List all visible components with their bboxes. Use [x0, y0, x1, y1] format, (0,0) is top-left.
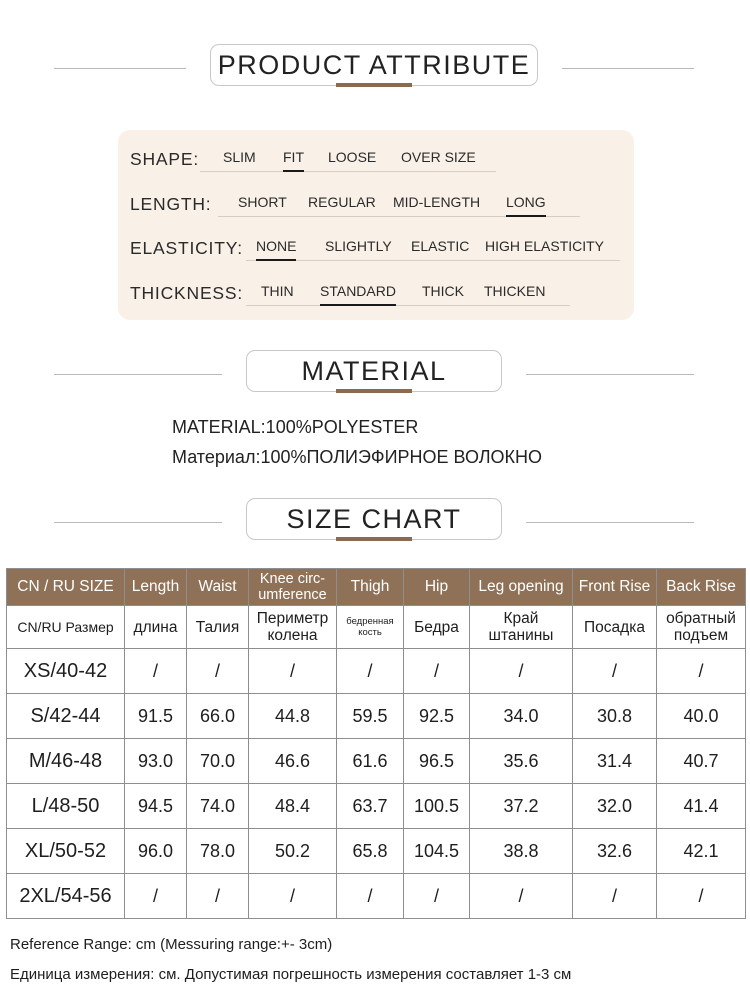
attribute-option: THICKEN — [484, 283, 546, 299]
table-row — [7, 829, 746, 874]
table-cell: 93.0 — [125, 739, 187, 784]
table-cell: 32.0 — [573, 784, 657, 829]
divider-line-right — [526, 522, 694, 523]
table-cell: / — [337, 649, 404, 694]
attribute-option-selected: NONE — [256, 238, 297, 254]
column-header-ru: Талия — [187, 606, 249, 649]
table-header-row-ru — [7, 606, 746, 649]
accent-bar — [336, 537, 412, 541]
table-cell: 34.0 — [470, 694, 573, 739]
table-cell: 41.4 — [657, 784, 746, 829]
divider-line-left — [54, 522, 222, 523]
attribute-option: SLIGHTLY — [325, 238, 392, 254]
material-text-en: MATERIAL:100%POLYESTER — [172, 417, 419, 437]
attribute-underline — [200, 171, 496, 172]
table-cell: 37.2 — [470, 784, 573, 829]
header-text: бедренная кость — [346, 616, 394, 638]
table-row — [7, 694, 746, 739]
attribute-option: MID-LENGTH — [393, 194, 481, 210]
table-cell: / — [249, 649, 337, 694]
table-cell: / — [337, 874, 404, 919]
size-cell: 2XL/54-56 — [7, 874, 125, 919]
table-cell: 40.7 — [657, 739, 746, 784]
table-cell: 65.8 — [337, 829, 404, 874]
table-cell: 32.6 — [573, 829, 657, 874]
table-cell: 74.0 — [187, 784, 249, 829]
attribute-option: REGULAR — [308, 194, 376, 210]
column-header-ru: Бедра — [404, 606, 470, 649]
table-cell: 66.0 — [187, 694, 249, 739]
table-cell: 35.6 — [470, 739, 573, 784]
size-chart-header — [0, 498, 750, 548]
header-text: Периметр колена — [256, 610, 329, 644]
table-cell: 48.4 — [249, 784, 337, 829]
header-text: Knee circ- umference — [258, 571, 327, 603]
table-cell: 91.5 — [125, 694, 187, 739]
table-cell: / — [125, 649, 187, 694]
column-header-ru: CN/RU Размер — [7, 606, 125, 649]
table-cell: 46.6 — [249, 739, 337, 784]
attribute-option-selected: LONG — [506, 194, 546, 210]
attribute-label: THICKNESS: — [130, 283, 244, 303]
divider-line-left — [54, 374, 222, 375]
table-cell: / — [249, 874, 337, 919]
size-cell: L/48-50 — [7, 784, 125, 829]
attribute-label: SHAPE: — [130, 149, 199, 169]
attribute-option: HIGH ELASTICITY — [485, 238, 605, 254]
reference-note-ru: Единица измерения: см. Допустимая погрешность измерения составляет 1-3 см — [10, 966, 572, 983]
table-cell: 78.0 — [187, 829, 249, 874]
table-cell: 92.5 — [404, 694, 470, 739]
table-cell: / — [404, 649, 470, 694]
table-row — [7, 649, 746, 694]
table-cell: 38.8 — [470, 829, 573, 874]
table-cell: / — [404, 874, 470, 919]
material-text-ru: Материал:100%ПОЛИЭФИРНОЕ ВОЛОКНО — [172, 447, 543, 467]
attribute-panel — [118, 130, 634, 320]
size-cell: XL/50-52 — [7, 829, 125, 874]
table-cell: 40.0 — [657, 694, 746, 739]
divider-line-left — [54, 68, 186, 69]
attribute-option: THIN — [261, 283, 294, 299]
table-cell: 31.4 — [573, 739, 657, 784]
attribute-label: ELASTICITY: — [130, 238, 243, 258]
table-header-row — [7, 569, 746, 606]
section-title-pill — [210, 44, 538, 86]
table-cell: 104.5 — [404, 829, 470, 874]
table-cell: / — [470, 874, 573, 919]
column-header: Front Rise — [573, 569, 657, 606]
column-header-ru — [657, 606, 746, 649]
column-header: Length — [125, 569, 187, 606]
accent-bar — [336, 83, 412, 87]
table-row — [7, 739, 746, 784]
attribute-underline — [246, 260, 620, 261]
table-cell: 50.2 — [249, 829, 337, 874]
section-title: SIZE CHART — [286, 503, 462, 534]
divider-line-right — [562, 68, 694, 69]
attribute-underline — [246, 305, 570, 306]
attribute-option: OVER SIZE — [401, 149, 476, 165]
attribute-row-shape — [130, 142, 500, 172]
column-header: Back Rise — [657, 569, 746, 606]
table-cell: / — [187, 874, 249, 919]
attribute-option-selected: STANDARD — [320, 283, 396, 299]
table-cell: / — [125, 874, 187, 919]
column-header: CN / RU SIZE — [7, 569, 125, 606]
table-cell: 44.8 — [249, 694, 337, 739]
attribute-row-elasticity — [130, 231, 622, 261]
size-chart-table — [6, 568, 746, 919]
column-header-ru — [249, 606, 337, 649]
table-cell: 42.1 — [657, 829, 746, 874]
column-header — [249, 569, 337, 606]
attribute-option-selected: FIT — [283, 149, 304, 165]
table-cell: 63.7 — [337, 784, 404, 829]
table-cell: / — [657, 874, 746, 919]
table-row — [7, 874, 746, 919]
table-cell: 70.0 — [187, 739, 249, 784]
size-cell: S/42-44 — [7, 694, 125, 739]
table-cell: / — [573, 874, 657, 919]
column-header-ru — [337, 606, 404, 649]
column-header: Leg opening — [470, 569, 573, 606]
section-title: MATERIAL — [301, 355, 447, 386]
header-text: обратный подъем — [666, 610, 736, 644]
table-cell: 59.5 — [337, 694, 404, 739]
table-cell: / — [187, 649, 249, 694]
table-cell: 96.5 — [404, 739, 470, 784]
attribute-option: LOOSE — [328, 149, 377, 165]
table-cell: 61.6 — [337, 739, 404, 784]
column-header-ru — [470, 606, 573, 649]
table-cell: 100.5 — [404, 784, 470, 829]
attribute-row-length — [130, 187, 582, 217]
table-cell: / — [573, 649, 657, 694]
column-header-ru: длина — [125, 606, 187, 649]
table-cell: 94.5 — [125, 784, 187, 829]
attribute-option: SHORT — [238, 194, 287, 210]
section-title-pill — [246, 498, 502, 540]
header-text: Край штанины — [488, 610, 554, 644]
table-cell: / — [657, 649, 746, 694]
material-header — [0, 350, 750, 400]
table-row — [7, 784, 746, 829]
attribute-option: ELASTIC — [411, 238, 470, 254]
table-cell: / — [470, 649, 573, 694]
attribute-label: LENGTH: — [130, 194, 212, 214]
divider-line-right — [526, 374, 694, 375]
attribute-option: SLIM — [223, 149, 256, 165]
table-cell: 30.8 — [573, 694, 657, 739]
accent-bar — [336, 389, 412, 393]
table-cell: 96.0 — [125, 829, 187, 874]
product-attribute-header — [0, 44, 750, 94]
attribute-option: THICK — [422, 283, 464, 299]
section-title-pill — [246, 350, 502, 392]
column-header-ru: Посадка — [573, 606, 657, 649]
reference-note-en: Reference Range: cm (Messuring range:+- 3cm) — [10, 936, 333, 953]
column-header: Hip — [404, 569, 470, 606]
column-header: Waist — [187, 569, 249, 606]
column-header: Thigh — [337, 569, 404, 606]
section-title: PRODUCT ATTRIBUTE — [217, 49, 531, 80]
size-cell: M/46-48 — [7, 739, 125, 784]
attribute-row-thickness — [130, 276, 572, 306]
size-cell: XS/40-42 — [7, 649, 125, 694]
